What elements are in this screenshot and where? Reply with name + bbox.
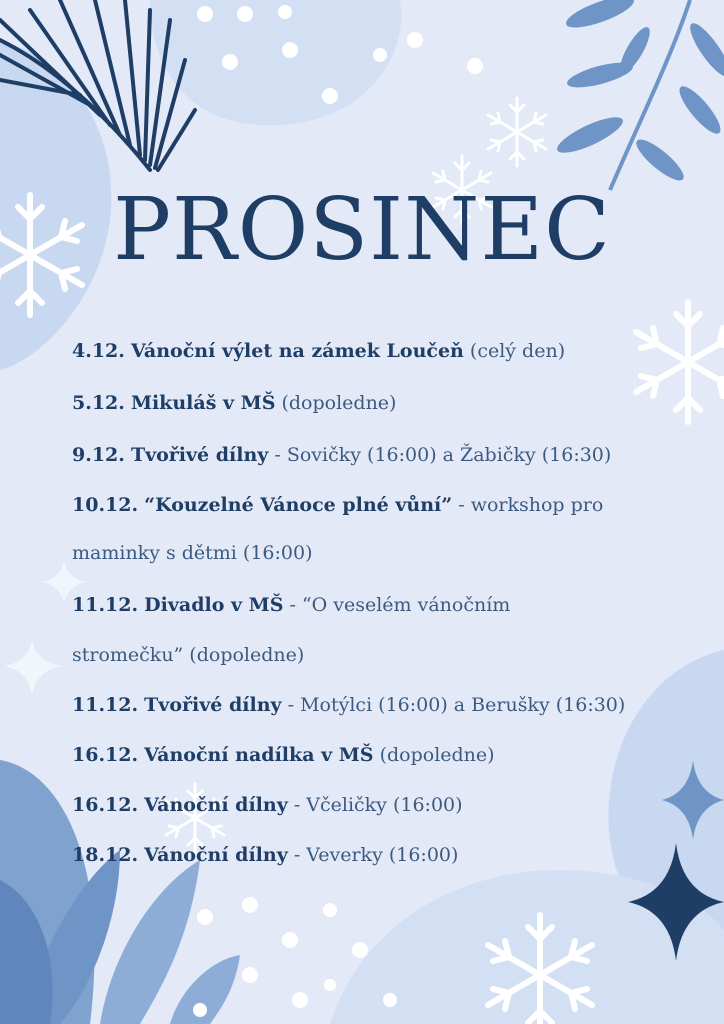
event-detail: - Včeličky (16:00) xyxy=(293,794,463,816)
list-item xyxy=(72,490,603,520)
list-item xyxy=(72,440,611,470)
list-item xyxy=(72,690,625,720)
event-date: 5.12. xyxy=(72,392,125,414)
event-name: Vánoční dílny xyxy=(144,844,288,866)
star-sparkle-icon xyxy=(4,640,62,696)
event-detail: - workshop pro xyxy=(458,494,604,516)
event-date: 16.12. xyxy=(72,744,139,766)
event-date: 16.12. xyxy=(72,794,139,816)
event-detail: stromečku” (dopoledne) xyxy=(72,644,305,666)
event-name: “Kouzelné Vánoce plné vůní” xyxy=(144,494,453,516)
event-detail: - Sovičky (16:00) a Žabičky (16:30) xyxy=(274,444,612,466)
list-item xyxy=(72,790,463,820)
event-name: Vánoční dílny xyxy=(144,794,288,816)
list-item xyxy=(72,740,495,770)
event-date: 11.12. xyxy=(72,694,139,716)
snowflake-icon xyxy=(488,98,546,166)
event-detail: - “O veselém vánočním xyxy=(289,594,511,616)
event-date: 11.12. xyxy=(72,594,139,616)
event-name: Divadlo v MŠ xyxy=(144,594,284,616)
event-name: Vánoční výlet na zámek Loučeň xyxy=(130,340,464,362)
event-name: Mikuláš v MŠ xyxy=(130,392,276,414)
event-date: 9.12. xyxy=(72,444,125,466)
event-date: 10.12. xyxy=(72,494,139,516)
event-name: Vánoční nadílka v MŠ xyxy=(144,744,374,766)
list-item xyxy=(72,590,510,620)
list-item xyxy=(72,840,458,870)
event-date: 18.12. xyxy=(72,844,139,866)
event-name: Tvořivé dílny xyxy=(130,444,269,466)
page-title: PROSINEC xyxy=(113,180,611,280)
branch-icon xyxy=(553,0,724,190)
list-item-continuation xyxy=(72,538,313,568)
blob-top xyxy=(150,0,401,125)
list-item xyxy=(72,388,396,418)
list-item xyxy=(72,336,565,366)
event-detail: (celý den) xyxy=(469,340,566,362)
list-item-continuation xyxy=(72,640,304,670)
event-detail: - Motýlci (16:00) a Berušky (16:30) xyxy=(287,694,626,716)
event-date: 4.12. xyxy=(72,340,125,362)
event-detail: (dopoledne) xyxy=(379,744,495,766)
event-detail: maminky s dětmi (16:00) xyxy=(72,542,313,564)
event-detail: - Veverky (16:00) xyxy=(293,844,459,866)
event-detail: (dopoledne) xyxy=(281,392,397,414)
event-name: Tvořivé dílny xyxy=(144,694,282,716)
snowflake-icon xyxy=(636,302,724,422)
